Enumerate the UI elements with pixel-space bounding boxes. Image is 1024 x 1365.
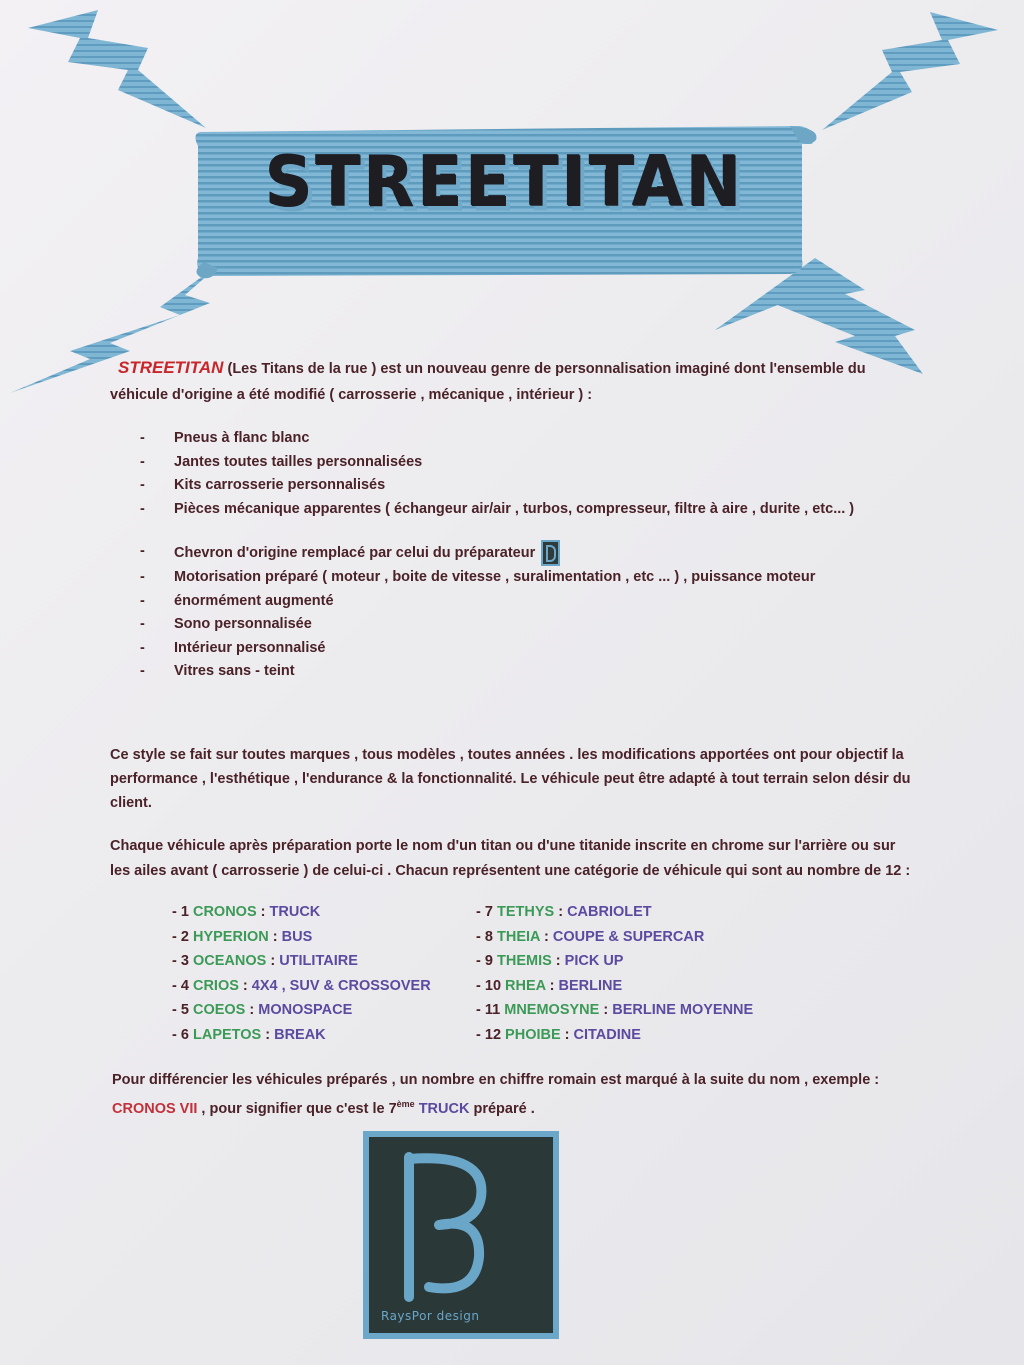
titan-item: - 12 PHOIBE : CITADINE [476,1026,641,1043]
chevron-logo-icon [541,540,560,566]
titan-category: BREAK [274,1026,326,1043]
titan-item: - 9 THEMIS : PICK UP [476,953,624,969]
titan-category: BERLINE [558,977,623,994]
titan-number: - [476,904,481,920]
rb-monogram-icon [369,1137,553,1333]
example-name: CRONOS VII [112,1100,198,1117]
list-item: - Jantes toutes tailles personnalisées [140,451,854,475]
feature-list-2 [140,540,815,684]
titan-name: LAPETOS [192,1026,262,1043]
logo-signature: RaysPor design [381,1309,480,1323]
titan-name: OCEANOS [192,953,267,969]
titan-number: - [172,1002,177,1018]
feature-list [140,427,854,521]
titan-name: THEMIS [496,953,552,969]
list-item: - Sono personnalisée [140,613,815,637]
titan-name: HYPERION [192,928,269,945]
list-item: - Vitres sans - teint [140,660,815,684]
titan-item: - 3 OCEANOS : UTILITAIRE [172,953,358,969]
titan-number: - [476,953,481,969]
titan-number: - [476,928,481,945]
titan-paragraph-line-2: les ailes avant ( carrosserie ) de celui-ci . Chacun représentent une catégorie de véhicule qui sont au nombre de 12 : [110,863,911,879]
titan-number: 5 [180,1002,189,1018]
titan-number: - [476,1026,481,1043]
list-item: - Motorisation préparé ( moteur , boite de vitesse , suralimentation , etc ... ) , puissance moteur [140,566,815,590]
title-banner [190,122,820,280]
titan-category: 4X4 , SUV & CROSSOVER [251,977,431,994]
titan-item: - 11 MNEMOSYNE : BERLINE MOYENNE [476,1002,754,1018]
titan-name: CRONOS [192,904,257,920]
list-item-continuation: - énormément augmenté [140,590,815,614]
titan-number: - [172,1026,177,1043]
style-paragraph-line-1: Ce style se fait sur toutes marques , tous modèles , toutes années . les modifications apportées ont pour objectif la [110,747,904,763]
titan-number: 7 [484,904,493,920]
intro-line-1: STREETITAN (Les Titans de la rue ) est un nouveau genre de personnalisation imaginé dont l'ensemble du [118,358,866,377]
titan-item: - 8 THEIA : COUPE & SUPERCAR [476,928,705,945]
titan-category: BUS [281,928,313,945]
titan-number: 6 [180,1026,189,1043]
titan-item: - 6 LAPETOS : BREAK [172,1026,326,1043]
titans-list-right [476,900,753,1047]
titan-number: 9 [484,953,493,969]
titan-name: MNEMOSYNE [504,1002,600,1018]
titan-item: - 4 CRIOS : 4X4 , SUV & CROSSOVER [172,977,431,994]
titan-number: 10 [484,977,502,994]
style-paragraph-line-2: performance , l'esthétique , l'endurance & la fonctionnalité. Le véhicule peut être adapté à tout terrain selon désir du [110,771,911,787]
titan-name: RHEA [505,977,546,994]
titan-name: TETHYS [496,904,555,920]
titan-category: CITADINE [573,1026,641,1043]
style-paragraph-line-3: client. [110,795,152,811]
titan-name: PHOIBE [505,1026,561,1043]
titan-number: 4 [180,977,189,994]
titan-item: - 2 HYPERION : BUS [172,928,313,945]
titan-number: - [172,977,177,994]
titan-category: PICK UP [564,953,624,969]
titan-number: 8 [484,928,493,945]
titan-category: BERLINE MOYENNE [612,1002,754,1018]
list-item: - Pneus à flanc blanc [140,427,854,451]
titan-category: MONOSPACE [258,1002,353,1018]
titan-item: - 7 TETHYS : CABRIOLET [476,904,652,920]
banner-title: STREETITAN [265,142,745,223]
titan-name: CRIOS [192,977,239,994]
intro-line-2: véhicule d'origine a été modifié ( carrosserie , mécanique , intérieur ) : [110,387,593,403]
roman-paragraph-line-1: Pour différencier les véhicules préparés , un nombre en chiffre romain est marqué à la suite du nom , exemple : [112,1072,880,1088]
roman-paragraph-line-2: CRONOS VII , pour signifier que c'est le 7ème TRUCK préparé . [112,1099,535,1117]
titan-number: 3 [180,953,189,969]
titan-item: - 10 RHEA : BERLINE [476,977,623,994]
titan-number: - [172,904,177,920]
preparer-logo [363,1131,559,1339]
titans-list-left [172,900,431,1047]
list-item: - Intérieur personnalisé [140,637,815,661]
brand-name: STREETITAN [118,358,224,377]
titan-number: 2 [180,928,189,945]
titan-number: - [172,953,177,969]
titan-number: - [172,928,177,945]
titan-item: - 5 COEOS : MONOSPACE [172,1002,353,1018]
list-item: - Kits carrosserie personnalisés [140,474,854,498]
titan-name: COEOS [192,1002,246,1018]
titan-number: 12 [484,1026,502,1043]
titan-number: - [476,1002,481,1018]
list-item: - Pièces mécanique apparentes ( échangeur air/air , turbos, compresseur, filtre à aire , durite , etc... ) [140,498,854,522]
titan-item: - 1 CRONOS : TRUCK [172,904,321,920]
titan-category: TRUCK [269,904,321,920]
titan-paragraph-line-1: Chaque véhicule après préparation porte le nom d'un titan ou d'une titanide inscrite en chrome sur l'arrière ou sur [110,838,896,854]
titan-number: 1 [180,904,189,920]
titan-number: - [476,977,481,994]
titan-category: UTILITAIRE [279,953,358,969]
lightning-bolt-top-left-icon [28,8,208,138]
list-item: - Chevron d'origine remplacé par celui du préparateur [140,540,815,566]
titan-number: 11 [484,1002,501,1018]
titan-category: CABRIOLET [567,904,652,920]
lightning-bolt-top-right-icon [820,10,1000,140]
titan-category: COUPE & SUPERCAR [552,928,705,945]
titan-name: THEIA [496,928,540,945]
